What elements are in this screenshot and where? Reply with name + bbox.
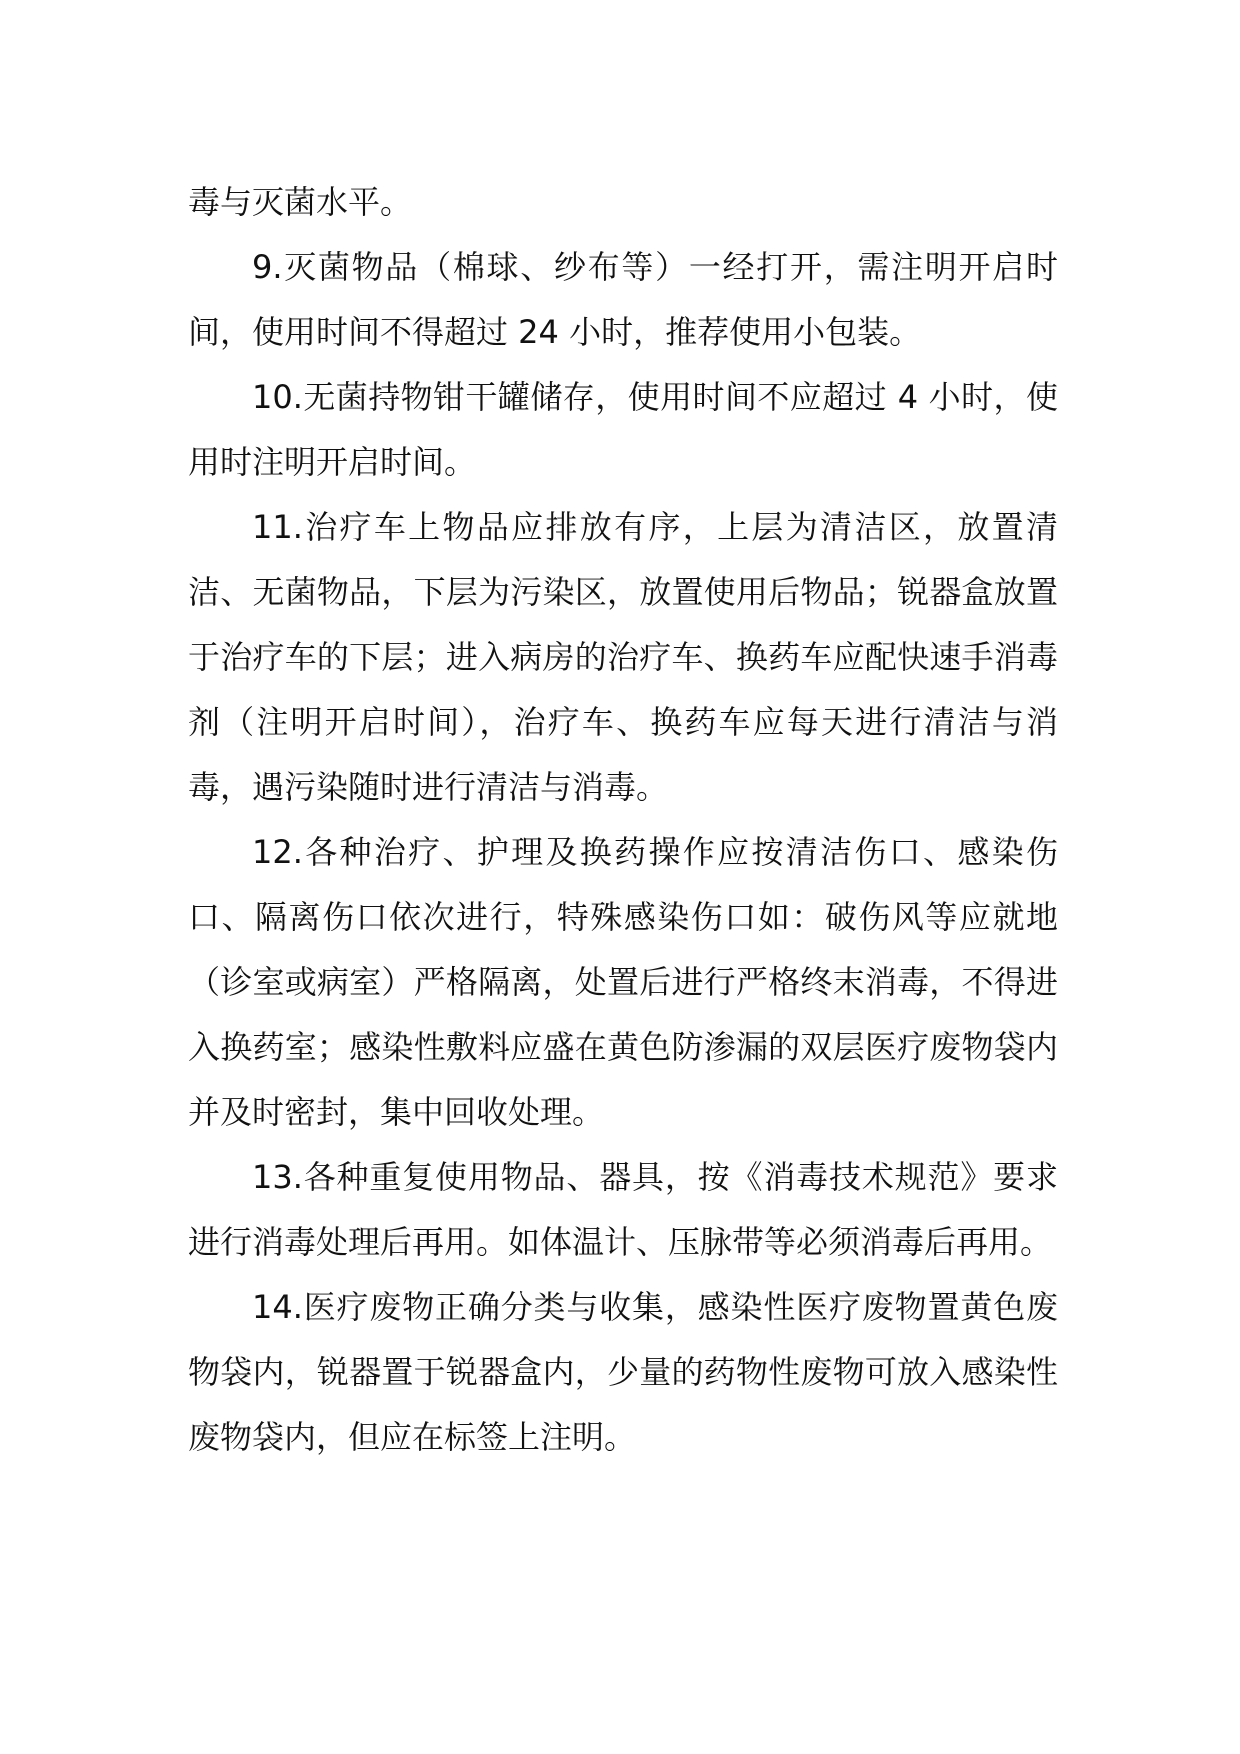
paragraph-item-14: 14.医疗废物正确分类与收集，感染性医疗废物置黄色废物袋内，锐器置于锐器盒内，少量的药物性废物可放入感染性废物袋内，但应在标签上注明。: [188, 1288, 1058, 1456]
paragraph-item-11: 11.治疗车上物品应排放有序，上层为清洁区，放置清洁、无菌物品，下层为污染区，放置使用后物品；锐器盒放置于治疗车的下层；进入病房的治疗车、换药车应配快速手消毒剂（注明开启时间），治疗车、换药车应每天进行清洁与消毒，遇污染随时进行清洁与消毒。: [188, 508, 1058, 806]
paragraph-continuation: 毒与灭菌水平。: [188, 183, 413, 221]
document-body: [188, 170, 1058, 1470]
paragraph-item-13: 13.各种重复使用物品、器具，按《消毒技术规范》要求进行消毒处理后再用。如体温计、压脉带等必须消毒后再用。: [188, 1158, 1058, 1261]
paragraph-item-12: 12.各种治疗、护理及换药操作应按清洁伤口、感染伤口、隔离伤口依次进行，特殊感染伤口如：破伤风等应就地（诊室或病室）严格隔离，处置后进行严格终末消毒，不得进入换药室；感染性敷料应盛在黄色防渗漏的双层医疗废物袋内并及时密封，集中回收处理。: [188, 833, 1058, 1131]
paragraph-item-10: 10.无菌持物钳干罐储存，使用时间不应超过 4 小时，使用时注明开启时间。: [188, 378, 1058, 481]
paragraph-item-9: 9.灭菌物品（棉球、纱布等）一经打开，需注明开启时间，使用时间不得超过 24 小时，推荐使用小包装。: [188, 248, 1058, 351]
